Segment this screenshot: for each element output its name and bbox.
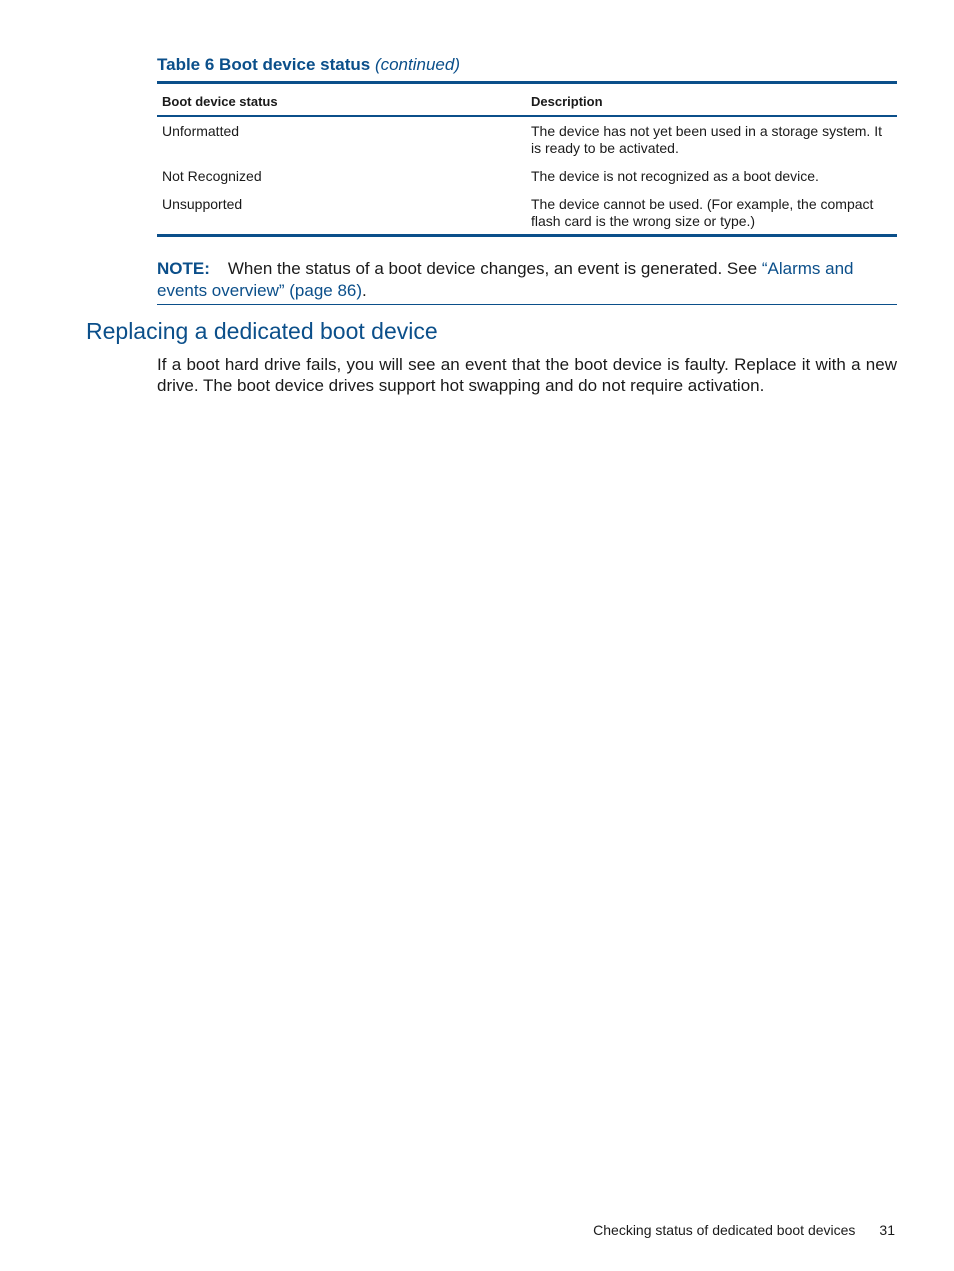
status-table — [157, 81, 897, 237]
cell-status: Unformatted — [162, 123, 240, 139]
cell-description: The device is not recognized as a boot device. — [531, 168, 819, 184]
table-row — [157, 163, 897, 191]
note-box — [157, 258, 897, 305]
cell-description: The device cannot be used. (For example, the compact flash card is the wrong size or type.) — [531, 196, 874, 229]
table-caption-continued: (continued) — [374, 55, 460, 74]
running-title: Checking status of dedicated boot devices — [593, 1222, 856, 1238]
note-label: NOTE: — [157, 259, 210, 278]
page-footer — [593, 1222, 895, 1238]
table-caption — [157, 55, 460, 75]
cell-status: Not Recognized — [162, 168, 262, 184]
table-header-row — [157, 83, 897, 117]
section-paragraph: If a boot hard drive fails, you will see an event that the boot device is faulty. Replace it with a new drive. The boot device drives support hot swapping and do not require activation. — [157, 355, 897, 395]
boot-device-status-table — [157, 81, 897, 237]
note-trailing: . — [362, 281, 367, 300]
table-row — [157, 116, 897, 163]
alarms-events-link[interactable]: “Alarms and events overview” (page 86) — [157, 259, 854, 300]
cell-description: The device has not yet been used in a storage system. It is ready to be activated. — [531, 123, 882, 156]
note-text: When the status of a boot device changes, an event is generated. See — [227, 259, 762, 278]
column-header-status: Boot device status — [157, 83, 526, 117]
column-header-description: Description — [526, 83, 897, 117]
page-number: 31 — [879, 1222, 895, 1238]
table-row — [157, 191, 897, 236]
table-caption-title: Table 6 Boot device status — [157, 55, 371, 74]
section-heading: Replacing a dedicated boot device — [86, 318, 438, 344]
cell-status: Unsupported — [162, 196, 243, 212]
